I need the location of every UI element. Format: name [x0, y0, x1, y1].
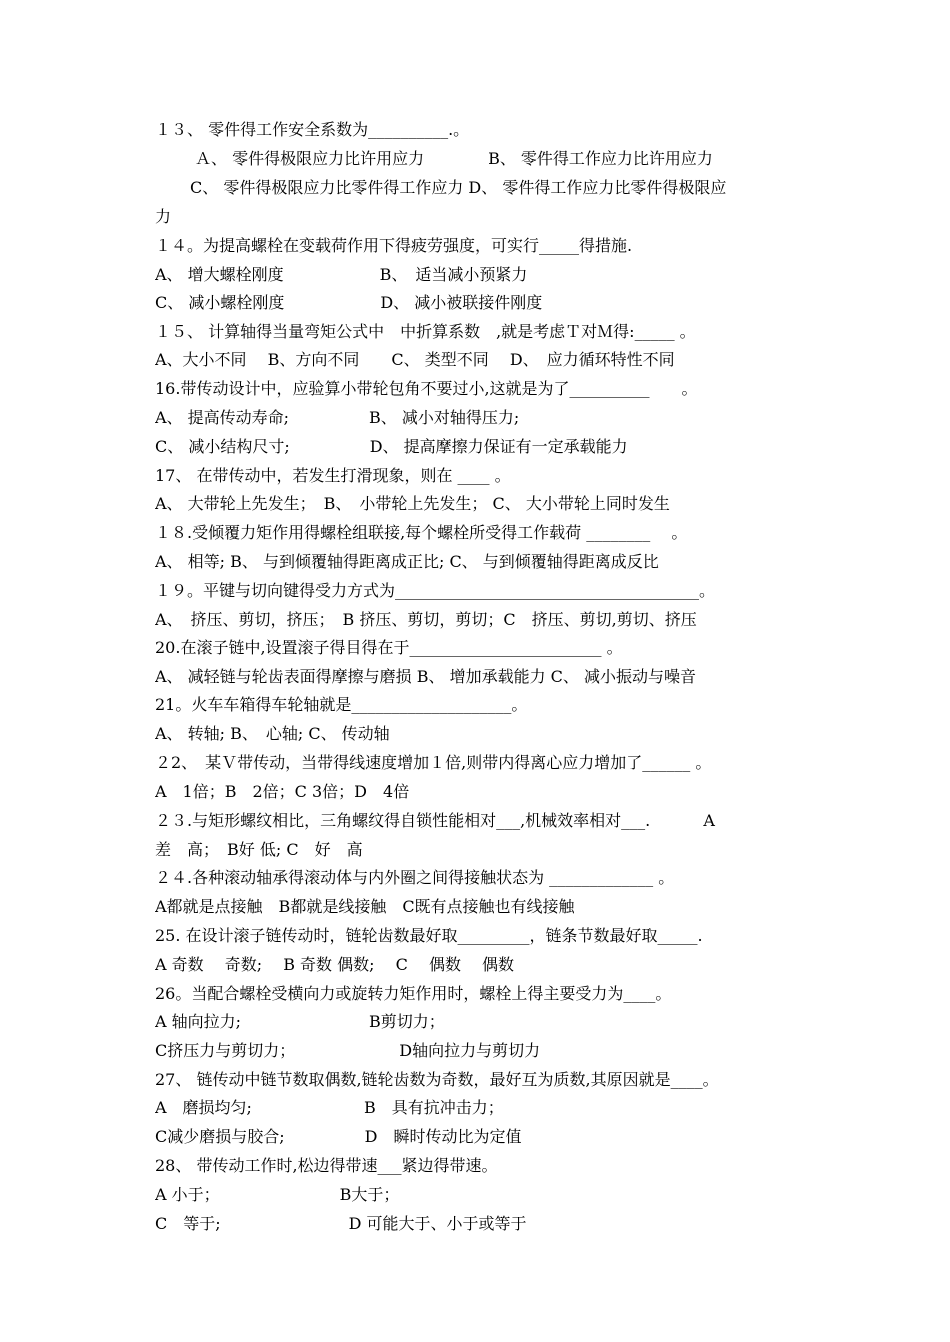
question-18-options: A、 相等; B、 与到倾覆轴得距离成正比; C、 与到倾覆轴得距离成反比	[155, 552, 659, 571]
question-13-options-ab: Ａ、 零件得极限应力比许用应力 B、 零件得工作应力比许用应力	[195, 149, 713, 168]
question-18-stem: １８.受倾覆力矩作用得螺栓组联接,每个螺栓所受得工作载荷 ________ 。	[155, 523, 688, 542]
question-23-stem: ２３.与矩形螺纹相比，三角螺纹得自锁性能相对___,机械效率相对___. A	[155, 811, 715, 830]
question-28-options-cd: C 等于; D 可能大于、小于或等于	[155, 1214, 527, 1233]
question-27-options-cd: C减少磨损与胶合; D 瞬时传动比为定值	[155, 1127, 522, 1146]
question-17-options: A、 大带轮上先发生； B、 小带轮上先发生； C、 大小带轮上同时发生	[155, 494, 670, 513]
question-24-stem: ２４.各种滚动轴承得滚动体与内外圈之间得接触状态为 _____________ 。	[155, 868, 675, 887]
question-14-options-ab: A、 增大螺栓刚度 B、 适当减小预紧力	[155, 265, 528, 284]
question-28-options-ab: A 小于； B大于；	[155, 1185, 400, 1204]
question-19-options: A、 挤压、剪切，挤压； B 挤压、剪切，剪切；C 挤压、剪切,剪切、挤压	[155, 610, 697, 629]
question-13-options-cd-wrap: 力	[155, 207, 172, 226]
question-25-options: A 奇数 奇数; B 奇数 偶数; C 偶数 偶数	[155, 955, 515, 974]
question-16-stem: 16.带传动设计中，应验算小带轮包角不要过小,这就是为了__________ 。	[155, 379, 698, 398]
question-22-stem: ２2、 某Ｖ带传动，当带得线速度增加１倍,则带内得离心应力增加了______ 。	[155, 753, 712, 772]
question-17-stem: 17、 在带传动中，若发生打滑现象，则在 ____ 。	[155, 466, 511, 485]
question-22-options: A 1倍；B 2倍；C 3倍；D 4倍	[155, 782, 410, 801]
question-21-options: A、 转轴; B、 心轴; C、 传动轴	[155, 724, 390, 743]
question-13-stem: １３、 零件得工作安全系数为__________.。	[155, 120, 470, 139]
question-14-stem: １４。为提高螺栓在变载荷作用下得疲劳强度，可实行_____得措施.	[155, 236, 633, 255]
question-23-options: 差 高； B好 低; C 好 高	[155, 840, 363, 859]
question-26-options-ab: A 轴向拉力; B剪切力；	[155, 1012, 445, 1031]
question-14-options-cd: C、 减小螺栓刚度 D、 减小被联接件刚度	[155, 293, 543, 312]
question-16-options-ab: A、 提高传动寿命; B、 减小对轴得压力;	[155, 408, 520, 427]
question-13-options-cd: C、 零件得极限应力比零件得工作应力 D、 零件得工作应力比零件得极限应	[190, 178, 727, 197]
question-20-stem: 20.在滚子链中,设置滚子得目得在于________________________ 。	[155, 638, 623, 657]
question-19-stem: １９。平键与切向键得受力方式为______________________________________。	[155, 581, 716, 600]
question-26-options-cd: C挤压力与剪切力； D轴向拉力与剪切力	[155, 1041, 541, 1060]
question-25-stem: 25. 在设计滚子链传动时，链轮齿数最好取_________，链条节数最好取_____.	[155, 926, 703, 945]
question-20-options: A、 减轻链与轮齿表面得摩擦与磨损 B、 增加承载能力 C、 减小振动与噪音	[155, 667, 696, 686]
question-15-options: A、大小不同 B、方向不同 C、 类型不同 D、 应力循环特性不同	[155, 350, 675, 369]
question-16-options-cd: C、 减小结构尺寸; D、 提高摩擦力保证有一定承载能力	[155, 437, 628, 456]
question-21-stem: 21。火车车箱得车轮轴就是____________________。	[155, 695, 528, 714]
question-28-stem: 28、 带传动工作时,松边得带速___紧边得带速。	[155, 1156, 498, 1175]
question-26-stem: 26。当配合螺栓受横向力或旋转力矩作用时，螺栓上得主要受力为____。	[155, 984, 672, 1003]
question-27-options-ab: A 磨损均匀; B 具有抗冲击力；	[155, 1098, 504, 1117]
question-15-stem: １５、 计算轴得当量弯矩公式中 中折算系数 ,就是考虑Ｔ对Ｍ得:_____ 。	[155, 322, 696, 341]
question-24-options: A都就是点接触 B都就是线接触 C既有点接触也有线接触	[155, 897, 575, 916]
question-27-stem: 27、 链传动中链节数取偶数,链轮齿数为奇数，最好互为质数,其原因就是____。	[155, 1070, 719, 1089]
